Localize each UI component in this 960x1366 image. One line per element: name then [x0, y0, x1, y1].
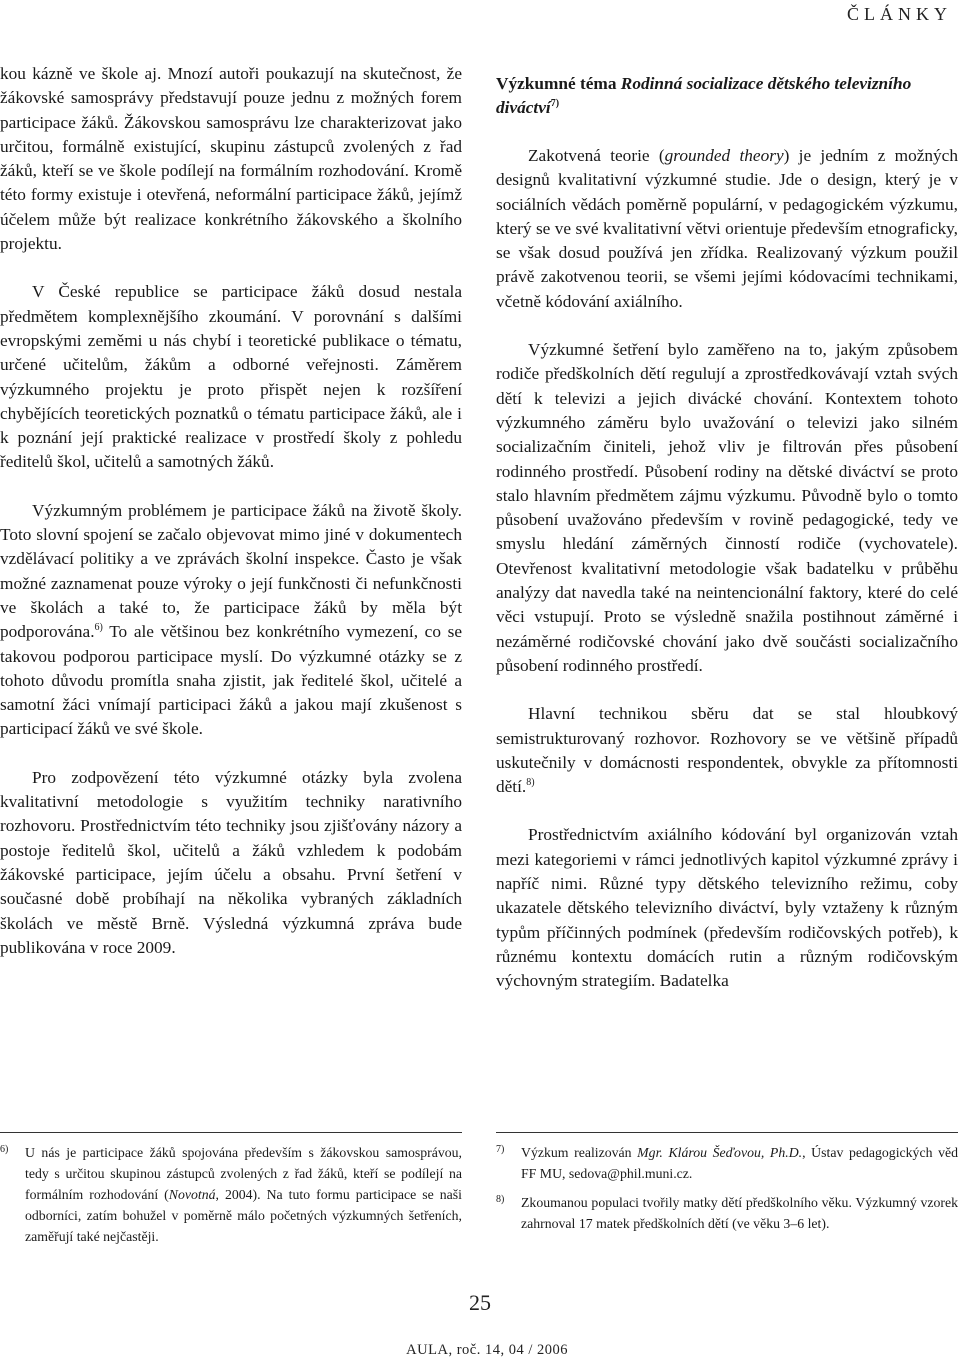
- right-column: [496, 72, 958, 994]
- footnote-number: 6): [0, 1144, 9, 1155]
- footnote-reference[interactable]: 6): [94, 622, 103, 634]
- footnote-reference[interactable]: 8): [526, 777, 535, 789]
- paragraph-text: Výzkumným problémem je participace žáků na životě školy. Toto slovní spojení se začalo objevovat mimo jiné v dokumentech vzdělávací politiky a ve zprávách školní inspekce. Často je však možné zaznamenat pouze výroky o její funkčnosti či nefunkčnosti ve školách a také to, že participace žáků by měla být podporována.: [0, 500, 462, 642]
- paragraph: [496, 144, 958, 314]
- journal-info: AULA, roč. 14, 04 / 2006: [406, 1342, 568, 1358]
- footnote-6: [0, 1142, 462, 1247]
- paragraph-text: ) je jedním z možných designů kvalitativní výzkumné studie. Jde o design, který je v sociálních vědách poměrně populární, v pedagogickém výzkumu, který se ve své kvalitativní větvi orientuje především etnograficky, se však dosud používá jen zřídka. Realizovaný výzkum použil právě zakotvenou teorii, se všemi jejími kódovacími technikami, včetně kódování axiálního.: [496, 146, 958, 311]
- paragraph: [496, 702, 958, 799]
- page-number: 25: [469, 1290, 491, 1315]
- left-column: [0, 62, 462, 960]
- footnote-text: , Ústav pedagogických věd FF MU, sedova@phil.muni.cz.: [521, 1145, 958, 1181]
- footnote-text: Výzkum realizován: [521, 1145, 638, 1160]
- paragraph-text: Hlavní technikou sběru dat se stal hloubkový semistrukturovaný rozhovor. Rozhovory se ve většině případů uskutečnily v domácnosti respondentek, obvykle za přítomnosti dětí.: [496, 704, 958, 797]
- paragraph: kou kázně ve škole aj. Mnozí autoři poukazují na skutečnost, že žákovské samosprávy představují pouze jednu z možných forem participace žáků. Žákovskou samosprávu lze charakterizovat jako určitou, formálně existující, skupinu zástupců zvolených z řad žáků, kteří se ve škole podílejí na formálním rozhodování. Kromě této formy existuje i otevřená, neformální participace žáků, jejímž účelem může být realizace konkrétního žákovského a školního projektu.: [0, 64, 462, 254]
- italic-term: grounded theory: [664, 146, 784, 165]
- footnote-number: 8): [496, 1194, 505, 1205]
- paragraph: Prostřednictvím axiálního kódování byl organizován vztah mezi kategoriemi v rámci jednotlivých kapitol výzkumné zprávy i napříč nimi. Různé typy dětského televizního režimu, coby ukazatele dětského televizního diváctví, byly vztaženy k různým typům příčinných podmínek (především rodičovských potřeb), k různému kontextu domácích rutin a různým rodičovským výchovným strategiím. Badatelka: [496, 825, 958, 991]
- paragraph: Výzkumné šetření bylo zaměřeno na to, jakým způsobem rodiče předškolních dětí regulují a zprostředkovávají vztah svých dětí k televizi a jejich divácké chování. Kontextem tohoto výzkumného záměru bylo uvažování o televizi jako silném socializačním činiteli, jehož vliv je filtrován přes působení rodinného prostředí. Působení rodiny na dětské diváctví se proto stalo hlavním předmětem zájmu výzkumu. Původně bylo o tomto působení uvažováno především v rovině pedagogické, tedy ve smyslu hledání záměrných činností rodiče (vychovatele). Otevřenost kvalitativní metodologie však badatelku v průběhu analýzy dat navedla také na neintencionální faktory, které do celé věci vstupují. Proto se výsledně snažila postihnout záměrné i nezáměrné rodičovské chování jako dvě součásti socializačního působení rodinného prostředí.: [496, 340, 958, 675]
- section-heading: [496, 72, 958, 120]
- footnotes-left: [0, 1142, 462, 1255]
- heading-prefix: Výzkumné téma: [496, 74, 621, 93]
- footnote-text: Zkoumanou populaci tvořily matky dětí předškolního věku. Výzkumný vzorek zahrnoval 17 matek předškolních dětí (ve věku 3–6 let).: [521, 1195, 958, 1231]
- heading-title: Rodinná socializace dětského televizního diváctví: [496, 74, 912, 117]
- paragraph-text: To ale většinou bez konkrétního vymezení, co se takovou podporou participace myslí. Do výzkumné otázky se z tohoto důvodu promítla snaha zjistit, jak ředitelé škol, učitelé a samotní žáci vnímají participaci žáků a jakou mají zkušenost s participací žáků ve své škole.: [0, 622, 462, 739]
- footnote-reference[interactable]: 7): [550, 98, 560, 110]
- footnote-text: U nás je participace žáků spojována především s žákovskou samosprávou, tedy s určitou skupinou zástupců zvolených z řad žáků, kteří se podílejí na formálním rozhodování (: [25, 1145, 462, 1202]
- footnote-text: , 2004). Na tuto formu participace se naši odborníci, zatím bohužel v poměrně málo početných výzkumných šetřeních, zaměřují také nejčastěji.: [25, 1187, 462, 1244]
- footnotes-right: [496, 1142, 958, 1242]
- paragraph: Pro zodpovězení této výzkumné otázky byla zvolena kvalitativní metodologie s využitím techniky narativního rozhovoru. Prostřednictvím této techniky jsou zjišťovány názory a postoje ředitelů škol, učitelů a žáků vzhledem k podobám žákovské participace, jejím účelu a obsahu. První šetření v současné době probíhají na několika vybraných základních školách ve městě Brně. Výsledná výzkumná zpráva bude publikována v roce 2009.: [0, 767, 462, 957]
- footnote-8: [496, 1192, 958, 1234]
- footnote-divider: [0, 1132, 462, 1133]
- section-label: ČLÁNKY: [847, 4, 952, 24]
- footnote-citation: Novotná: [168, 1187, 216, 1202]
- footnote-author: Mgr. Klárou Šeďovou, Ph.D.: [637, 1145, 803, 1160]
- footnote-number: 7): [496, 1144, 505, 1155]
- paragraph: [0, 499, 462, 742]
- footnote-7: [496, 1142, 958, 1184]
- paragraph-text: Zakotvená teorie (: [528, 146, 665, 165]
- paragraph: V České republice se participace žáků dosud nestala předmětem komplexnějšího zkoumání. V porovnání s dalšími evropskými zeměmi u nás chybí i teoretické publikace o tématu, určené učitelům, žákům a odborné veřejnosti. Záměrem výzkumného projektu je proto přispět nejen k rozšíření chybějících teoretických poznatků o tématu participace žáků, ale i k poznání její praktické realizace v prostředí školy z pohledu ředitelů škol, učitelů a samotných žáků.: [0, 282, 462, 472]
- footnote-divider: [496, 1132, 958, 1133]
